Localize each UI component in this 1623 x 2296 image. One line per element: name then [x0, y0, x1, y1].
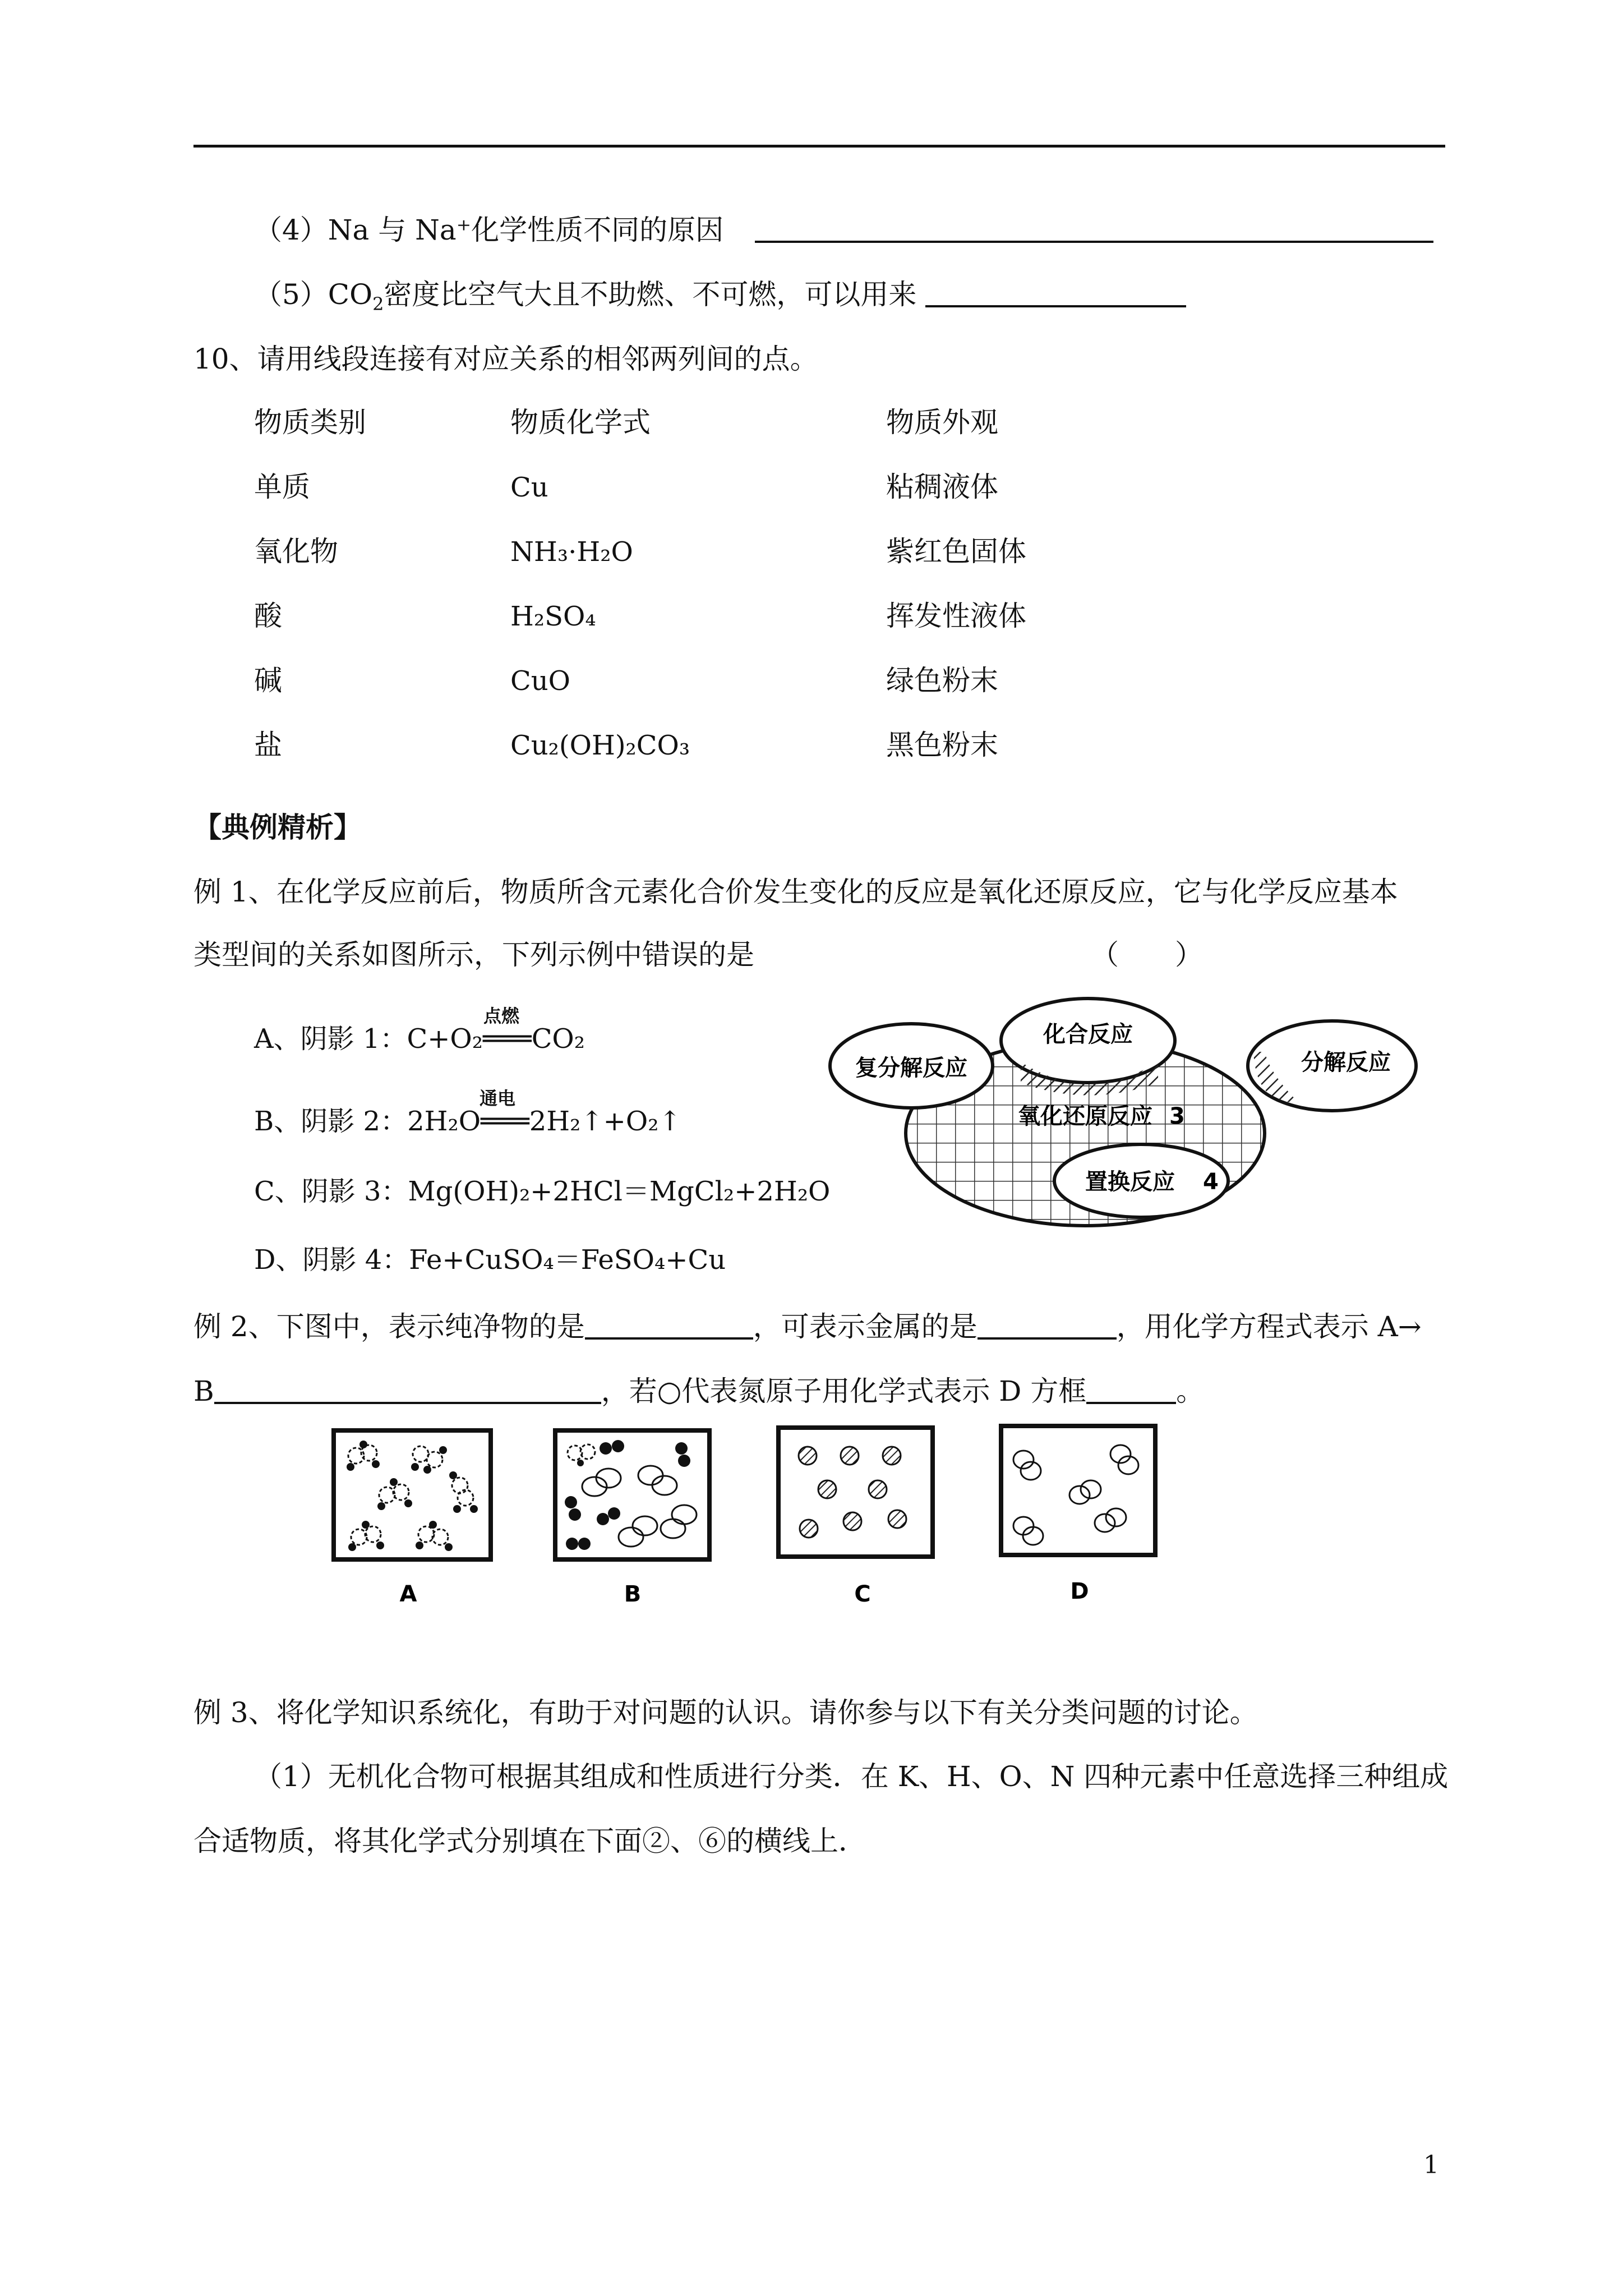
appearance-item: 紫红色固体 [886, 535, 1026, 568]
answer-paren[interactable]: （ ） [1091, 938, 1203, 971]
option-b [254, 1108, 681, 1135]
q9-item5-co: （5）CO [254, 278, 373, 311]
box-label-b: B [624, 1581, 642, 1607]
category-item: 氧化物 [254, 535, 338, 568]
ex2-text-f: 。 [1176, 1375, 1205, 1407]
ex2-text-e: ，若○代表氮原子用化学式表示 D 方框 [601, 1375, 1087, 1407]
label-displacement: 置换反应 [1085, 1169, 1175, 1195]
header-appearance: 物质外观 [886, 406, 998, 439]
label-combination: 化合反应 [1043, 1022, 1133, 1047]
blank-equation[interactable] [214, 1402, 601, 1404]
q9-item5-sub: 2 [372, 293, 384, 315]
reaction-venn-diagram [822, 990, 1430, 1237]
box-b [555, 1430, 709, 1559]
blank-metal[interactable] [978, 1337, 1117, 1340]
q9-item5-text: 密度比空气大且不助燃、不可燃，可以用来 [384, 278, 917, 311]
q9-item4-text: （4）Na 与 Na⁺化学性质不同的原因 [254, 214, 724, 246]
q10-prompt: 10、请用线段连接有对应关系的相邻两列间的点。 [193, 343, 818, 375]
answer-blank-4[interactable] [755, 241, 1433, 243]
reaction-condition-b: 通电 [479, 1088, 516, 1109]
appearance-item: 黑色粉末 [886, 729, 998, 761]
reaction-condition-a: 点燃 [483, 1005, 520, 1027]
label-double-decomposition: 复分解反应 [855, 1055, 967, 1081]
box-d [1001, 1426, 1155, 1555]
header-formula: 物质化学式 [510, 406, 651, 439]
option-b-equation: 2H₂O═══2H₂↑+O₂↑ [407, 1106, 681, 1137]
formula-item: Cu [510, 472, 548, 503]
box-label-c: C [854, 1581, 871, 1607]
category-item: 单质 [254, 471, 310, 503]
molecule-boxes [325, 1419, 1189, 1616]
category-item: 酸 [254, 600, 282, 632]
option-b-label: B、阴影 2： [254, 1106, 408, 1137]
ex2-line1 [193, 1310, 1422, 1343]
ex2-line2 [193, 1377, 1204, 1405]
formula-item: CuO [510, 665, 570, 697]
blank-pure-substance[interactable] [585, 1337, 753, 1340]
formula-item: NH₃·H₂O [510, 536, 633, 568]
box-label-d: D [1070, 1579, 1089, 1604]
option-a-label: A、阴影 1： [254, 1023, 407, 1055]
option-a-equation: C+O₂═══CO₂ [407, 1023, 585, 1055]
label-decomposition: 分解反应 [1301, 1050, 1391, 1075]
shade-number-4: 4 [1203, 1169, 1219, 1195]
box-a [334, 1430, 491, 1559]
option-d: D、阴影 4：Fe+CuSO₄＝FeSO₄+Cu [254, 1244, 726, 1276]
ex2-text-d: B [193, 1375, 214, 1407]
appearance-item: 粘稠液体 [886, 471, 998, 503]
category-item: 碱 [254, 664, 282, 697]
header-category: 物质类别 [254, 406, 366, 439]
formula-item: H₂SO₄ [510, 601, 596, 632]
label-redox: 氧化还原反应 [1018, 1103, 1152, 1129]
ex3-line3: 合适物质，将其化学式分别填在下面②、⑥的横线上． [193, 1825, 866, 1857]
ex1-stem-line2: 类型间的关系如图所示，下列示例中错误的是 [193, 938, 754, 971]
ex2-text-b: ，可表示金属的是 [753, 1310, 978, 1343]
q9-item5 [254, 278, 1186, 315]
ex3-line1: 例 3、将化学知识系统化，有助于对问题的认识。请你参与以下有关分类问题的讨论。 [193, 1696, 1258, 1729]
box-label-a: A [399, 1581, 417, 1607]
blank-d-formula[interactable] [1086, 1402, 1176, 1404]
ex3-line2: （1）无机化合物可根据其组成和性质进行分类．在 K、H、O、N 四种元素中任意选择三种组成 [254, 1760, 1449, 1793]
q9-item4 [254, 216, 1433, 244]
appearance-item: 绿色粉末 [886, 664, 998, 697]
header-rule [193, 145, 1445, 148]
answer-blank-5[interactable] [925, 305, 1186, 307]
ex1-stem-line1: 例 1、在化学反应前后，物质所含元素化合价发生变化的反应是氧化还原反应，它与化学反应基本 [193, 876, 1398, 908]
category-item: 盐 [254, 729, 282, 761]
option-a [254, 1023, 585, 1055]
box-c [778, 1428, 933, 1557]
page-number: 1 [1423, 2151, 1439, 2179]
ex2-text-c: ，用化学方程式表示 A→ [1116, 1310, 1422, 1343]
option-c: C、阴影 3：Mg(OH)₂+2HCl＝MgCl₂+2H₂O [254, 1176, 831, 1207]
ex2-text-a: 例 2、下图中，表示纯净物的是 [193, 1310, 585, 1343]
formula-item: Cu₂(OH)₂CO₃ [510, 730, 690, 761]
shade-number-3: 3 [1169, 1103, 1185, 1129]
section-title: 【典例精析】 [193, 811, 362, 844]
appearance-item: 挥发性液体 [886, 600, 1026, 632]
